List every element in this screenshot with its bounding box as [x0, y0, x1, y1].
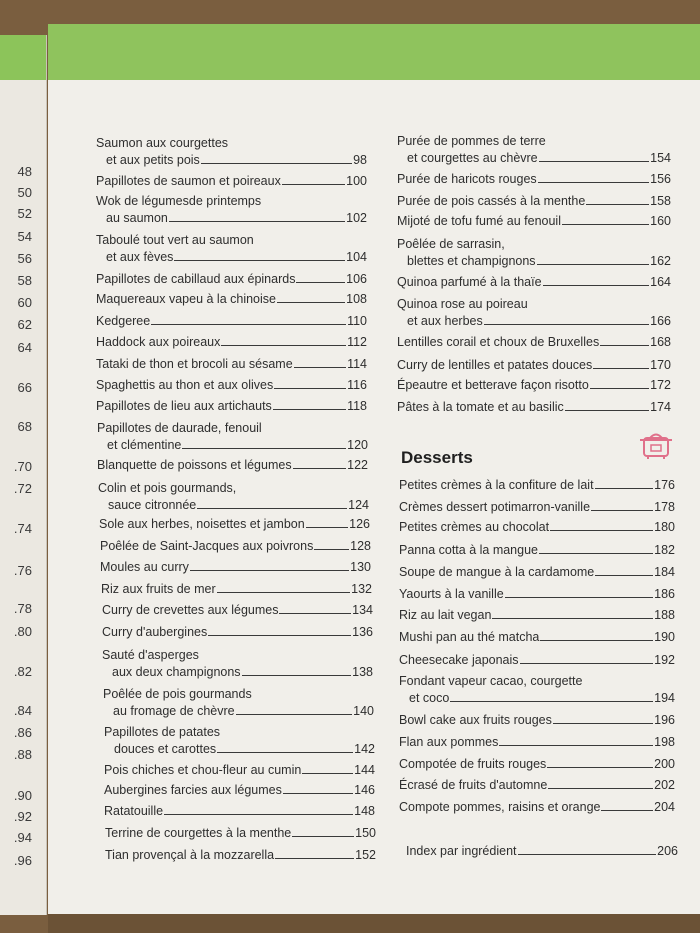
toc-entry-title-line: douces et carottes: [114, 742, 217, 756]
toc-entry[interactable]: [97, 457, 368, 474]
toc-entry[interactable]: [96, 377, 367, 394]
toc-page-number: 148: [354, 804, 375, 818]
toc-entry[interactable]: [397, 377, 671, 394]
toc-entry[interactable]: [399, 799, 675, 816]
toc-entry-title-line: Quinoa rose au poireau: [397, 297, 528, 311]
leader-line: [242, 674, 352, 676]
toc-entry-title-line: Poêlée de Saint-Jacques aux poivrons: [100, 539, 314, 553]
toc-entry-title-line: Papillotes de lieu aux artichauts: [96, 399, 272, 413]
toc-page: [48, 24, 700, 914]
left-page: [0, 35, 47, 915]
leader-line: [586, 203, 649, 205]
toc-entry-title-line: Index par ingrédient: [406, 844, 517, 858]
leader-line: [275, 857, 354, 859]
toc-page-number: 98: [353, 153, 367, 167]
leader-line: [484, 323, 649, 325]
toc-entry[interactable]: [96, 193, 367, 227]
toc-entry[interactable]: [96, 356, 367, 373]
leader-line: [293, 467, 347, 469]
toc-entry[interactable]: [397, 171, 671, 188]
left-page-number: .78: [13, 601, 32, 616]
toc-entry-title-line: Colin et pois gourmands,: [98, 481, 237, 495]
toc-page-number: 202: [654, 778, 675, 792]
left-page-number: 54: [17, 229, 32, 244]
toc-entry-title-line: Curry de lentilles et patates douces: [397, 358, 593, 372]
leader-line: [151, 323, 346, 325]
toc-page-number: 162: [650, 254, 671, 268]
toc-page-number: 192: [654, 653, 675, 667]
toc-entry[interactable]: [97, 420, 368, 454]
toc-entry[interactable]: [399, 499, 675, 516]
toc-entry-title-line: Écrasé de fruits d'automne: [399, 778, 548, 792]
toc-entry[interactable]: [399, 607, 675, 624]
toc-entry-title-line: Yaourts à la vanille: [399, 587, 504, 601]
leader-line: [201, 162, 352, 164]
toc-page-number: 170: [650, 358, 671, 372]
toc-page-number: 186: [654, 587, 675, 601]
toc-page-number: 130: [350, 560, 371, 574]
leader-line: [182, 447, 346, 449]
left-page-number: .84: [13, 703, 32, 718]
leader-line: [539, 160, 650, 162]
toc-entry-title-line: Sauté d'asperges: [102, 648, 199, 662]
book-bottom-edge: [48, 914, 700, 933]
toc-entry[interactable]: [399, 734, 675, 751]
toc-entry-title-line: Petites crèmes au chocolat: [399, 520, 550, 534]
toc-entry[interactable]: [105, 825, 376, 842]
toc-page-number: 118: [347, 399, 367, 413]
toc-entry-title-line: et courgettes au chèvre: [407, 151, 538, 165]
toc-page-number: 110: [347, 314, 367, 328]
leader-line: [174, 259, 345, 261]
leader-line: [282, 183, 345, 185]
left-page-number: 50: [17, 185, 32, 200]
leader-line: [164, 813, 353, 815]
leader-line: [217, 751, 353, 753]
toc-page-number: 136: [352, 625, 373, 639]
toc-page-number: 178: [654, 500, 675, 514]
toc-entry-title-line: Kedgeree: [96, 314, 151, 328]
toc-entry-title-line: et aux petits pois: [106, 153, 200, 167]
toc-entry[interactable]: [99, 516, 370, 533]
toc-entry-title-line: Mijoté de tofu fumé au fenouil: [397, 214, 561, 228]
cooking-pot-icon: [636, 428, 676, 462]
toc-page-number: 124: [348, 498, 369, 512]
toc-entry-title-line: Curry de crevettes aux légumes: [102, 603, 279, 617]
left-page-number: 64: [17, 340, 32, 355]
toc-entry-title-line: Purée de pommes de terre: [397, 134, 546, 148]
leader-line: [548, 787, 653, 789]
left-page-banner: [0, 35, 46, 80]
toc-page-number: 132: [351, 582, 372, 596]
toc-entry-title-line: Mushi pan au thé matcha: [399, 630, 540, 644]
toc-entry-title-line: et aux fèves: [106, 250, 174, 264]
toc-entry[interactable]: [397, 274, 671, 291]
toc-entry-title-line: Maquereaux vapeu à la chinoise: [96, 292, 276, 306]
toc-entry[interactable]: [399, 756, 675, 773]
toc-entry[interactable]: [104, 782, 375, 799]
toc-entry-title-line: et coco: [409, 691, 450, 705]
toc-entry-title-line: Petites crèmes à la confiture de lait: [399, 478, 594, 492]
toc-entry[interactable]: [397, 236, 671, 270]
leader-line: [208, 634, 351, 636]
toc-entry-title-line: Lentilles corail et choux de Bruxelles: [397, 335, 600, 349]
toc-entry-title-line: Pâtes à la tomate et au basilic: [397, 400, 564, 414]
toc-page-number: 176: [654, 478, 675, 492]
toc-page-number: 154: [650, 151, 671, 165]
toc-page-number: 100: [346, 174, 367, 188]
toc-entry-title-line: Purée de pois cassés à la menthe: [397, 194, 586, 208]
toc-entry[interactable]: [397, 334, 671, 351]
leader-line: [539, 552, 653, 554]
toc-page-number: 156: [650, 172, 671, 186]
toc-entry[interactable]: [100, 559, 371, 576]
toc-entry[interactable]: [103, 686, 374, 720]
toc-entry[interactable]: [96, 232, 367, 266]
leader-line: [221, 344, 346, 346]
toc-entry-title-line: Épeautre et betterave façon risotto: [397, 378, 589, 392]
toc-entry-title-line: Tataki de thon et brocoli au sésame: [96, 357, 293, 371]
leader-line: [537, 263, 650, 265]
toc-page-number: 158: [650, 194, 671, 208]
toc-page-number: 144: [354, 763, 375, 777]
toc-entry-title-line: Poêlée de sarrasin,: [397, 237, 505, 251]
toc-entry-title-line: Cheesecake japonais: [399, 653, 519, 667]
leader-line: [217, 591, 351, 593]
left-page-number: 68: [17, 419, 32, 434]
toc-entry-title-line: Crèmes dessert potimarron-vanille: [399, 500, 591, 514]
toc-entry-title-line: blettes et champignons: [407, 254, 536, 268]
leader-line: [277, 301, 345, 303]
toc-page-number: 138: [352, 665, 373, 679]
leader-line: [553, 722, 653, 724]
toc-page-number: 180: [654, 520, 675, 534]
toc-entry-title-line: Papillotes de daurade, fenouil: [97, 421, 262, 435]
leader-line: [550, 529, 653, 531]
toc-page-number: 182: [654, 543, 675, 557]
toc-entry[interactable]: [104, 762, 375, 779]
left-page-number: 48: [17, 164, 32, 179]
leader-line: [562, 223, 649, 225]
toc-entry[interactable]: [96, 135, 367, 169]
leader-line: [236, 713, 353, 715]
toc-entry-title-line: Purée de haricots rouges: [397, 172, 537, 186]
toc-page-number: 206: [657, 844, 678, 858]
left-page-number: 56: [17, 251, 32, 266]
toc-entry-title-line: Curry d'aubergines: [102, 625, 208, 639]
toc-page-number: 184: [654, 565, 675, 579]
toc-entry-title-line: au fromage de chèvre: [113, 704, 235, 718]
leader-line: [590, 387, 649, 389]
leader-line: [547, 766, 653, 768]
leader-line: [520, 662, 654, 664]
toc-page-number: 190: [654, 630, 675, 644]
toc-page-number: 140: [353, 704, 374, 718]
toc-entry[interactable]: [399, 519, 675, 536]
leader-line: [595, 487, 654, 489]
leader-line: [518, 853, 657, 855]
toc-entry-title-line: Ratatouille: [104, 804, 164, 818]
toc-entry-title-line: Wok de légumesde printemps: [96, 194, 262, 208]
toc-page-number: 168: [650, 335, 671, 349]
toc-entry[interactable]: [399, 673, 675, 707]
left-page-number: 66: [17, 380, 32, 395]
left-page-number: .82: [13, 664, 32, 679]
left-page-number: .80: [13, 624, 32, 639]
toc-entry[interactable]: [399, 586, 675, 603]
leader-line: [450, 700, 653, 702]
toc-entry[interactable]: [96, 313, 367, 330]
left-page-number: .74: [13, 521, 32, 536]
toc-entry[interactable]: [399, 777, 675, 794]
toc-page-number: 106: [346, 272, 367, 286]
toc-page-number: 104: [346, 250, 367, 264]
toc-entry-title-line: Papillotes de cabillaud aux épinards: [96, 272, 296, 286]
toc-entry[interactable]: [397, 133, 671, 167]
toc-entry[interactable]: [399, 477, 675, 494]
toc-entry-title-line: Spaghettis au thon et aux olives: [96, 378, 274, 392]
toc-entry[interactable]: [102, 602, 373, 619]
toc-entry[interactable]: [96, 291, 367, 308]
toc-page-number: 200: [654, 757, 675, 771]
leader-line: [292, 835, 354, 837]
toc-entry[interactable]: [406, 843, 678, 860]
toc-entry[interactable]: [397, 296, 671, 330]
toc-entry-title-line: Compotée de fruits rouges: [399, 757, 547, 771]
toc-entry-title-line: Flan aux pommes: [399, 735, 499, 749]
toc-entry[interactable]: [96, 334, 367, 351]
toc-entry-title-line: Terrine de courgettes à la menthe: [105, 826, 292, 840]
toc-entry[interactable]: [102, 624, 373, 641]
toc-entry[interactable]: [104, 803, 375, 820]
left-page-number: 58: [17, 273, 32, 288]
toc-entry-title-line: Riz aux fruits de mer: [101, 582, 216, 596]
toc-entry-title-line: Compote pommes, raisins et orange: [399, 800, 601, 814]
left-page-number: 52: [17, 206, 32, 221]
left-page-number: .96: [13, 853, 32, 868]
leader-line: [600, 344, 649, 346]
toc-entry[interactable]: [397, 193, 671, 210]
leader-line: [302, 772, 353, 774]
toc-page-number: 174: [650, 400, 671, 414]
toc-entry-title-line: Fondant vapeur cacao, courgette: [399, 674, 583, 688]
leader-line: [274, 387, 346, 389]
leader-line: [505, 596, 653, 598]
left-page-number: .92: [13, 809, 32, 824]
leader-line: [190, 569, 349, 571]
toc-entry-title-line: Quinoa parfumé à la thaïe: [397, 275, 542, 289]
toc-entry-title-line: sauce citronnée: [108, 498, 197, 512]
toc-entry[interactable]: [98, 480, 369, 514]
toc-page-number: 112: [347, 335, 367, 349]
leader-line: [314, 548, 349, 550]
toc-entry[interactable]: [104, 724, 375, 758]
toc-entry-title-line: aux deux champignons: [112, 665, 241, 679]
toc-page-number: 188: [654, 608, 675, 622]
leader-line: [279, 612, 351, 614]
toc-page-number: 160: [650, 214, 671, 228]
leader-line: [294, 366, 346, 368]
leader-line: [591, 509, 653, 511]
left-page-number: .76: [13, 563, 32, 578]
toc-page-number: 102: [346, 211, 367, 225]
left-page-number: .90: [13, 788, 32, 803]
left-page-number: 60: [17, 295, 32, 310]
toc-page-number: 204: [654, 800, 675, 814]
left-page-number: .70: [13, 459, 32, 474]
toc-page-number: 134: [352, 603, 373, 617]
toc-page-number: 164: [650, 275, 671, 289]
leader-line: [565, 409, 649, 411]
leader-line: [499, 744, 653, 746]
leader-line: [197, 507, 347, 509]
leader-line: [543, 284, 650, 286]
toc-page-number: 146: [354, 783, 375, 797]
toc-entry[interactable]: [100, 538, 371, 555]
toc-page-number: 108: [346, 292, 367, 306]
desserts-heading: Desserts: [401, 448, 473, 467]
toc-entry-title-line: Tian provençal à la mozzarella: [105, 848, 275, 862]
toc-entry-title-line: Panna cotta à la mangue: [399, 543, 538, 557]
toc-entry-title-line: Taboulé tout vert au saumon: [96, 233, 254, 247]
leader-line: [595, 574, 653, 576]
toc-page-number: 172: [650, 378, 671, 392]
toc-entry-title-line: Sole aux herbes, noisettes et jambon: [99, 517, 305, 531]
toc-entry[interactable]: [397, 399, 671, 416]
toc-page-number: 194: [654, 691, 675, 705]
toc-page-number: 116: [347, 378, 367, 392]
left-page-number: 62: [17, 317, 32, 332]
toc-entry-title-line: et clémentine: [107, 438, 182, 452]
green-header-banner: [48, 24, 700, 80]
toc-entry[interactable]: [397, 357, 671, 374]
toc-page-number: 166: [650, 314, 671, 328]
toc-page-number: 120: [347, 438, 368, 452]
toc-entry[interactable]: [96, 398, 367, 415]
toc-entry-title-line: Pois chiches et chou-fleur au cumin: [104, 763, 302, 777]
toc-page-number: 150: [355, 826, 376, 840]
left-page-number: .94: [13, 830, 32, 845]
toc-entry[interactable]: [397, 213, 671, 230]
leader-line: [296, 281, 345, 283]
leader-line: [601, 809, 653, 811]
toc-entry[interactable]: [105, 847, 376, 864]
toc-entry-title-line: Blanquette de poissons et légumes: [97, 458, 292, 472]
toc-entry-title-line: au saumon: [106, 211, 168, 225]
toc-entry-title-line: Aubergines farcies aux légumes: [104, 783, 282, 797]
toc-page-number: 142: [354, 742, 375, 756]
toc-page-number: 198: [654, 735, 675, 749]
toc-entry-title-line: Papillotes de patates: [104, 725, 221, 739]
toc-entry[interactable]: [399, 542, 675, 559]
leader-line: [540, 639, 653, 641]
leader-line: [593, 367, 649, 369]
toc-entry-title-line: Poêlée de pois gourmands: [103, 687, 252, 701]
leader-line: [283, 792, 353, 794]
leader-line: [169, 220, 345, 222]
leader-line: [273, 408, 346, 410]
toc-page-number: 114: [347, 357, 367, 371]
toc-entry-title-line: Bowl cake aux fruits rouges: [399, 713, 552, 727]
toc-entry-title-line: Haddock aux poireaux: [96, 335, 221, 349]
toc-page-number: 128: [350, 539, 371, 553]
left-page-number: .72: [13, 481, 32, 496]
toc-entry-title-line: Riz au lait vegan: [399, 608, 492, 622]
toc-page-number: 126: [349, 517, 370, 531]
toc-entry[interactable]: [102, 647, 373, 681]
toc-page-number: 122: [347, 458, 368, 472]
toc-entry-title-line: Saumon aux courgettes: [96, 136, 229, 150]
leader-line: [306, 526, 348, 528]
toc-entry[interactable]: [96, 173, 367, 190]
leader-line: [492, 617, 653, 619]
toc-entry-title-line: Soupe de mangue à la cardamome: [399, 565, 595, 579]
left-page-number: .88: [13, 747, 32, 762]
toc-entry[interactable]: [399, 629, 675, 646]
toc-page-number: 196: [654, 713, 675, 727]
toc-entry-title-line: et aux herbes: [407, 314, 483, 328]
toc-entry[interactable]: [399, 712, 675, 729]
toc-entry[interactable]: [399, 564, 675, 581]
leader-line: [538, 181, 649, 183]
toc-entry-title-line: Moules au curry: [100, 560, 189, 574]
toc-page-number: 152: [355, 848, 376, 862]
toc-entry[interactable]: [96, 271, 367, 288]
toc-entry-title-line: Papillotes de saumon et poireaux: [96, 174, 281, 188]
left-page-number: .86: [13, 725, 32, 740]
toc-entry[interactable]: [399, 652, 675, 669]
toc-entry[interactable]: [101, 581, 372, 598]
